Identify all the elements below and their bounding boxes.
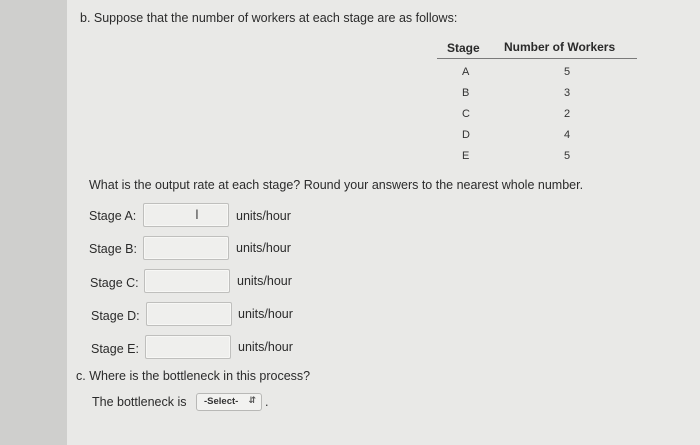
stage-c-input[interactable] (144, 269, 230, 293)
table-cell-stage: E (462, 150, 470, 162)
stage-c-label: Stage C: (90, 276, 139, 290)
bottleneck-prompt: The bottleneck is (92, 395, 187, 409)
stage-a-unit: units/hour (236, 209, 291, 223)
table-cell-workers: 2 (564, 108, 571, 120)
stage-c-unit: units/hour (237, 274, 292, 288)
table-cell-stage: A (462, 66, 470, 78)
bottleneck-select[interactable] (196, 393, 262, 411)
stage-e-label: Stage E: (91, 342, 139, 356)
bottleneck-suffix: . (265, 395, 269, 409)
stage-b-input[interactable] (143, 236, 229, 260)
select-arrows-icon: ⇵ (248, 395, 256, 405)
stage-b-label: Stage B: (89, 242, 137, 256)
stage-d-unit: units/hour (238, 307, 293, 321)
part-b-heading: b. Suppose that the number of workers at each stage are as follows: (80, 11, 458, 25)
stage-a-label: Stage A: (89, 209, 137, 223)
stage-d-input[interactable] (146, 302, 232, 326)
stage-e-input[interactable] (145, 335, 231, 359)
stage-b-unit: units/hour (236, 241, 291, 255)
table-header-rule (437, 58, 637, 59)
text-cursor-icon: I (195, 206, 199, 222)
part-c-heading: c. Where is the bottleneck in this process? (76, 369, 311, 383)
table-cell-stage: B (462, 87, 470, 99)
col-header-stage: Stage (447, 41, 480, 55)
stage-e-unit: units/hour (238, 340, 293, 354)
table-cell-workers: 5 (564, 150, 571, 162)
stage-d-label: Stage D: (91, 309, 140, 323)
output-rate-question: What is the output rate at each stage? Round your answers to the nearest whole number. (89, 178, 584, 192)
bottleneck-select-value: -Select- (204, 396, 239, 407)
col-header-workers: Number of Workers (504, 40, 616, 54)
table-cell-stage: C (462, 108, 470, 120)
stage-a-input[interactable] (143, 203, 229, 227)
table-cell-workers: 3 (564, 87, 571, 99)
table-cell-stage: D (462, 129, 470, 141)
table-cell-workers: 4 (564, 129, 571, 141)
table-cell-workers: 5 (564, 66, 571, 78)
